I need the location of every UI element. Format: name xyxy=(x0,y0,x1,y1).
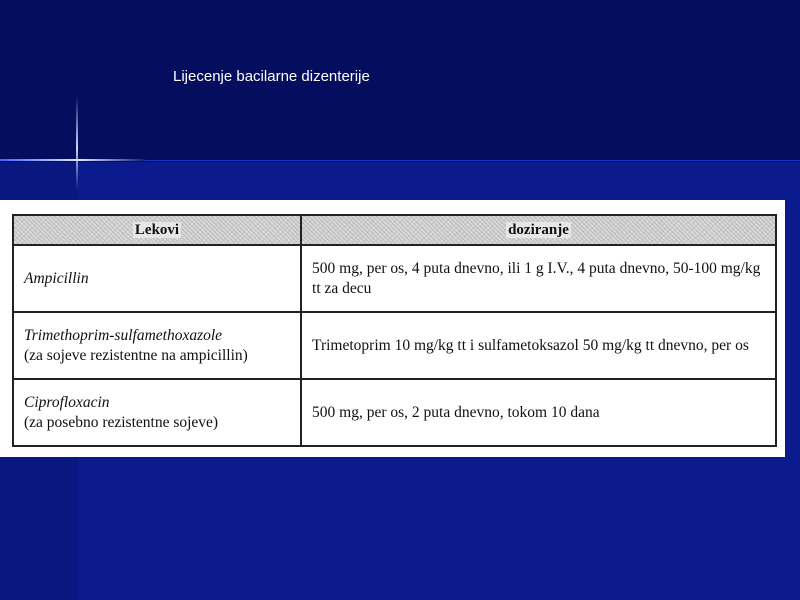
decorative-horizontal-line xyxy=(0,159,145,161)
table-row xyxy=(13,245,776,312)
slide-header-band xyxy=(0,0,800,162)
dosage-cell: Trimetoprim 10 mg/kg tt i sulfametoksazol 50 mg/kg tt dnevno, per os xyxy=(301,312,776,379)
decorative-vertical-line xyxy=(76,96,78,190)
treatment-table xyxy=(12,214,777,447)
header-dosage-label: doziranje xyxy=(508,221,569,238)
header-drugs xyxy=(13,215,301,245)
table-row xyxy=(13,379,776,446)
slide-title: Lijecenje bacilarne dizenterije xyxy=(173,68,370,85)
table-header-row xyxy=(13,215,776,245)
dosage-cell: 500 mg, per os, 2 puta dnevno, tokom 10 dana xyxy=(301,379,776,446)
header-dosage xyxy=(301,215,776,245)
table-row xyxy=(13,312,776,379)
treatment-table-image xyxy=(0,200,785,457)
dosage-cell: 500 mg, per os, 4 puta dnevno, ili 1 g I.V., 4 puta dnevno, 50-100 mg/kg tt za decu xyxy=(301,245,776,312)
drug-note: (za posebno rezistentne sojeve) xyxy=(24,413,219,431)
drug-cell xyxy=(13,379,301,446)
decorative-divider-line xyxy=(145,160,800,161)
drug-name: Ciprofloxacin xyxy=(24,393,110,411)
drug-cell xyxy=(13,245,301,312)
header-drugs-label: Lekovi xyxy=(134,221,180,238)
drug-note: (za sojeve rezistentne na ampicillin) xyxy=(24,346,248,364)
drug-name: Trimethoprim-sulfamethoxazole xyxy=(24,326,223,344)
drug-name: Ampicillin xyxy=(24,269,89,287)
drug-cell xyxy=(13,312,301,379)
